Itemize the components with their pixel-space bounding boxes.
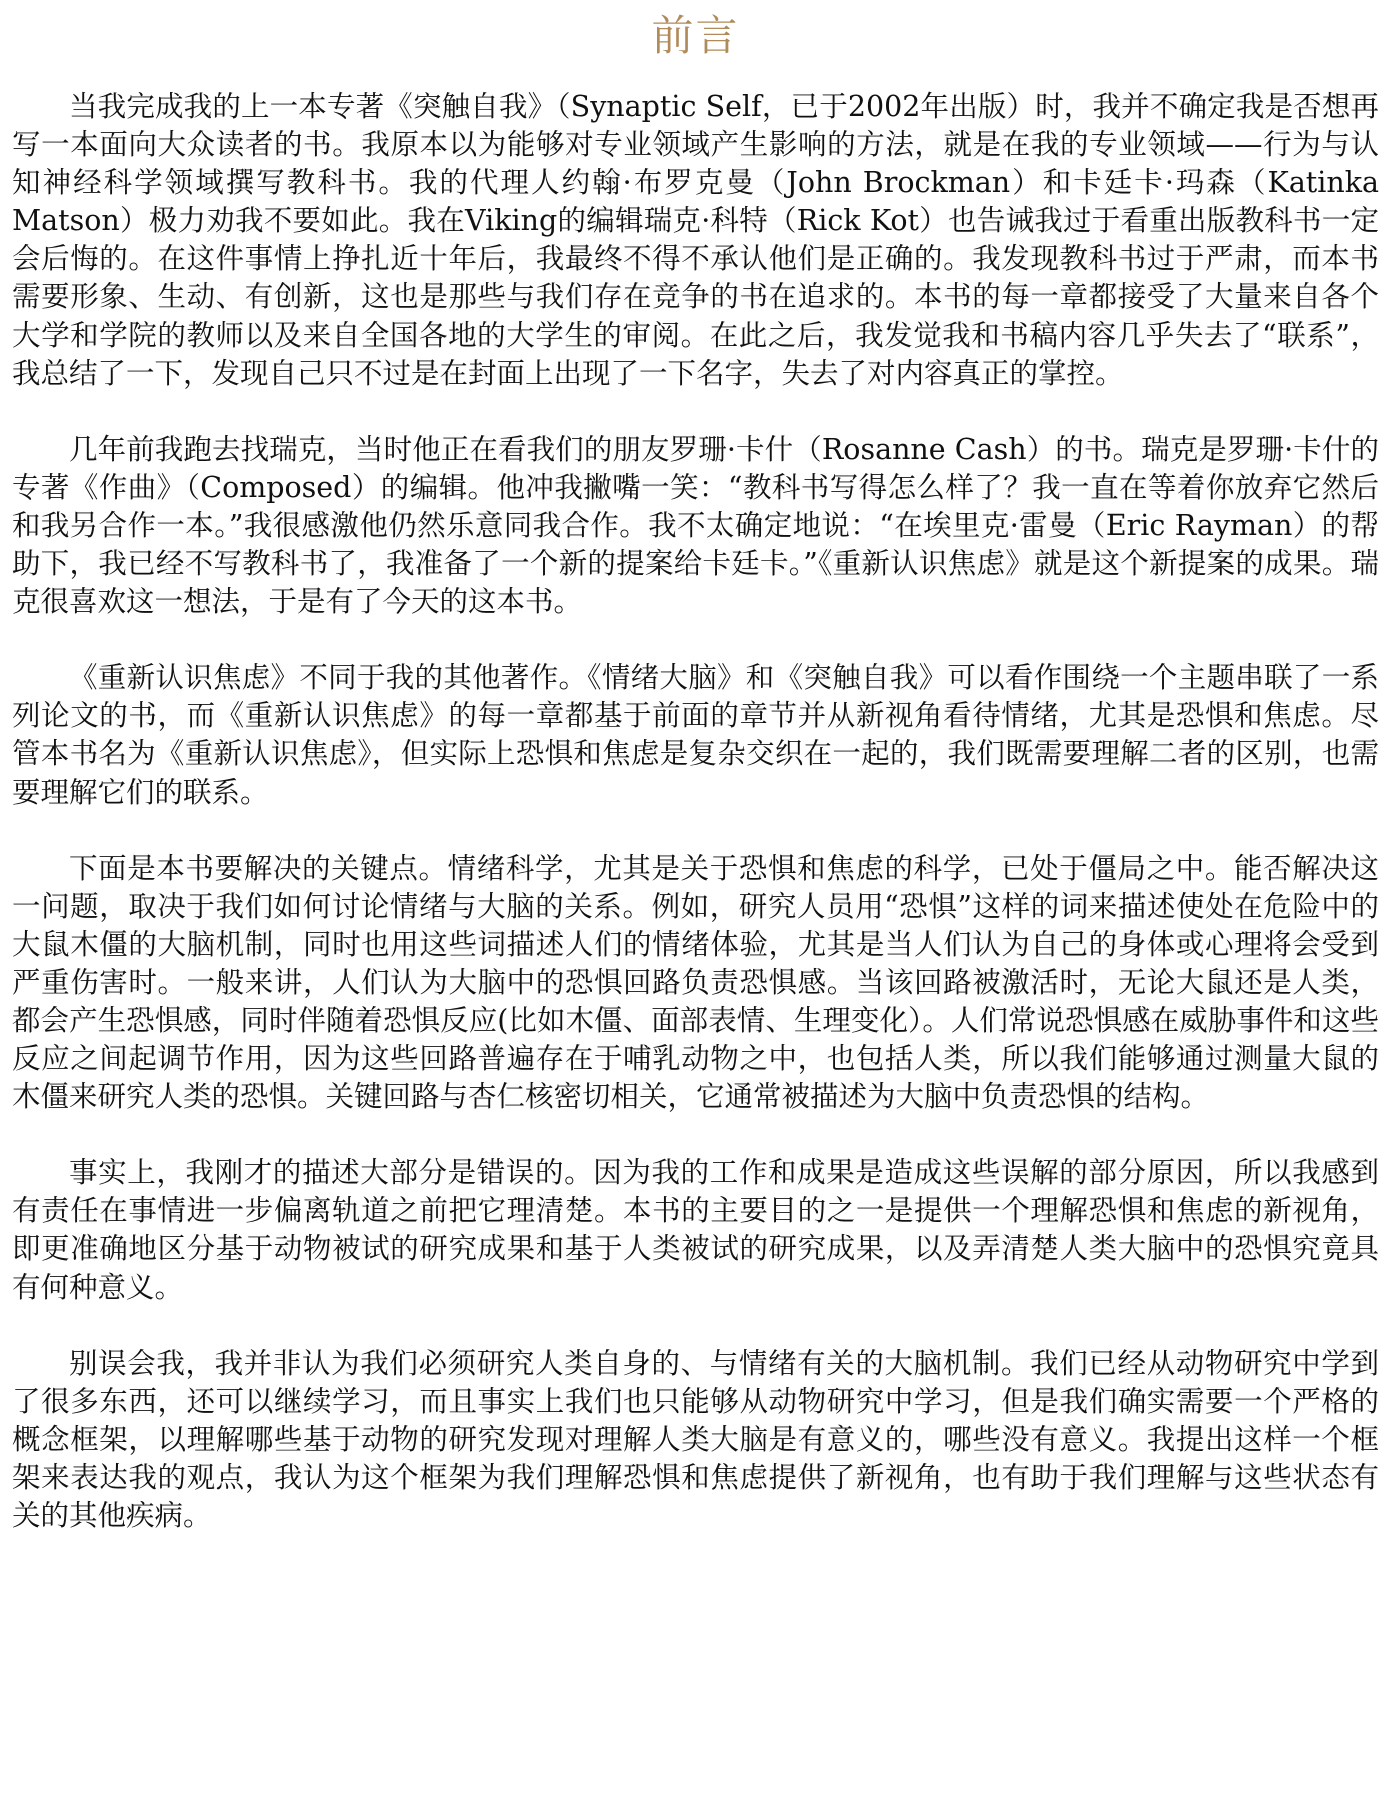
paragraph-6: 别误会我，我并非认为我们必须研究人类自身的、与情绪有关的大脑机制。我们已经从动物研究中学到了很多东西，还可以继续学习，而且事实上我们也只能够从动物研究中学习，但是我们确实需要一个严格的概念框架，以理解哪些基于动物的研究发现对理解人类大脑是有意义的，哪些没有意义。我提出这样一个框架来表达我的观点，我认为这个框架为我们理解恐惧和焦虑提供了新视角，也有助于我们理解与这些状态有关的其他疾病。 [12,1346,1379,1532]
paragraph-2: 几年前我跑去找瑞克，当时他正在看我们的朋友罗珊·卡什（Rosanne Cash）的书。瑞克是罗珊·卡什的专著《作曲》（Composed）的编辑。他冲我撇嘴一笑：“教科书写得怎么样了？我一直在等着你放弃它然后和我另合作一本。”我很感激他仍然乐意同我合作。我不太确定地说：“在埃里克·雷曼（Eric Rayman）的帮助下，我已经不写教科书了，我准备了一个新的提案给卡廷卡。”《重新认识焦虑》就是这个新提案的成果。瑞克很喜欢这一想法，于是有了今天的这本书。 [12,432,1379,619]
paragraph-5: 事实上，我刚才的描述大部分是错误的。因为我的工作和成果是造成这些误解的部分原因，所以我感到有责任在事情进一步偏离轨道之前把它理清楚。本书的主要目的之一是提供一个理解恐惧和焦虑的新视角，即更准确地区分基于动物被试的研究成果和基于人类被试的研究成果，以及弄清楚人类大脑中的恐惧究竟具有何种意义。 [12,1156,1379,1304]
paragraph-4: 下面是本书要解决的关键点。情绪科学，尤其是关于恐惧和焦虑的科学，已处于僵局之中。能否解决这一问题，取决于我们如何讨论情绪与大脑的关系。例如，研究人员用“恐惧”这样的词来描述使处在危险中的大鼠木僵的大脑机制，同时也用这些词描述人们的情绪体验，尤其是当人们认为自己的身体或心理将会受到严重伤害时。一般来讲，人们认为大脑中的恐惧回路负责恐惧感。当该回路被激活时，无论大鼠还是人类，都会产生恐惧感，同时伴随着恐惧反应(比如木僵、面部表情、生理变化）。人们常说恐惧感在威胁事件和这些反应之间起调节作用，因为这些回路普遍存在于哺乳动物之中，也包括人类，所以我们能够通过测量大鼠的木僵来研究人类的恐惧。关键回路与杏仁核密切相关，它通常被描述为大脑中负责恐惧的结构。 [12,851,1379,1114]
paragraph-3: 《重新认识焦虑》不同于我的其他著作。《情绪大脑》和《突触自我》可以看作围绕一个主题串联了一系列论文的书，而《重新认识焦虑》的每一章都基于前面的章节并从新视角看待情绪，尤其是恐惧和焦虑。尽管本书名为《重新认识焦虑》，但实际上恐惧和焦虑是复杂交织在一起的，我们既需要理解二者的区别，也需要理解它们的联系。 [12,661,1379,809]
page-title: 前言 [651,11,740,60]
paragraph-1: 当我完成我的上一本专著《突触自我》（Synaptic Self，已于2002年出版）时，我并不确定我是否想再写一本面向大众读者的书。我原本以为能够对专业领域产生影响的方法，就是在我的专业领域——行为与认知神经科学领域撰写教科书。我的代理人约翰·布罗克曼（John Brockman）和卡廷卡·玛森（Katinka Matson）极力劝我不要如此。我在Viking的编辑瑞克·科特（Rick Kot）也告诫我过于看重出版教科书一定会后悔的。在这件事情上挣扎近十年后，我最终不得不承认他们是正确的。我发现教科书过于严肃，而本书需要形象、生动、有创新，这也是那些与我们存在竞争的书在追求的。本书的每一章都接受了大量来自各个大学和学院的教师以及来自全国各地的大学生的审阅。在此之后，我发觉我和书稿内容几乎失去了“联系”，我总结了一下，发现自己只不过是在封面上出现了一下名字，失去了对内容真正的掌控。 [12,90,1379,390]
